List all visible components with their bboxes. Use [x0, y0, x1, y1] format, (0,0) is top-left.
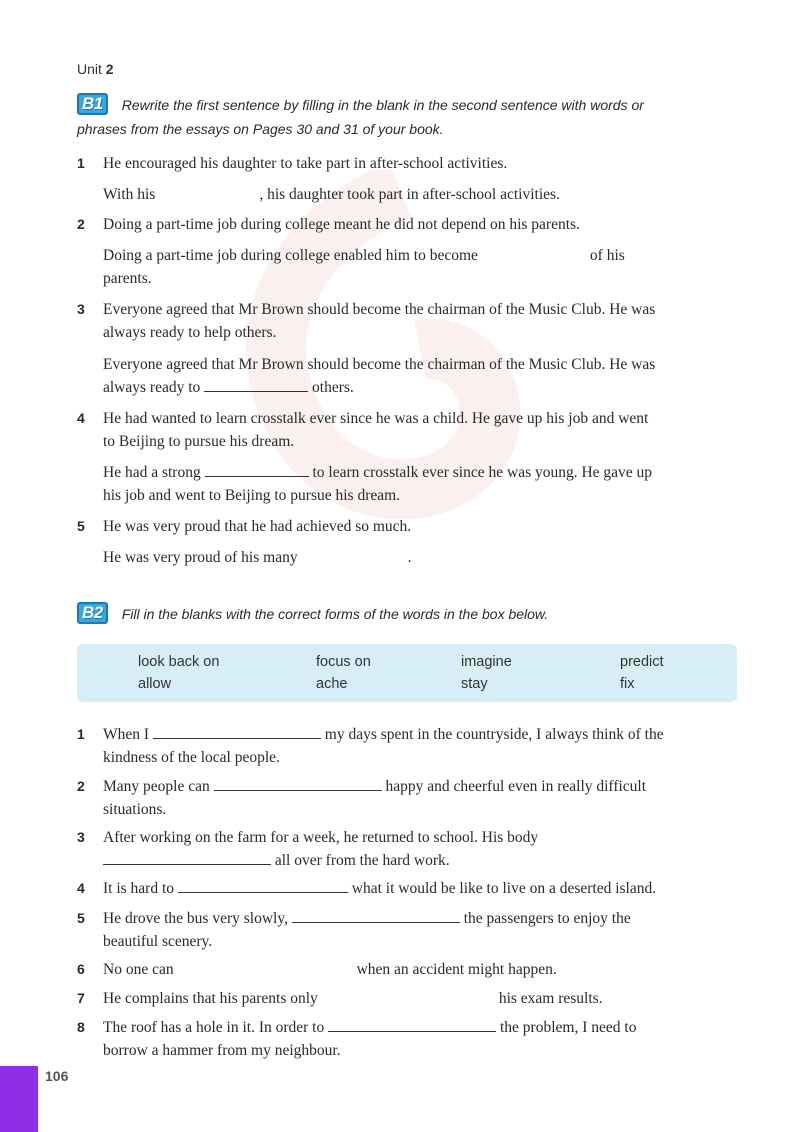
- answer-blank[interactable]: [153, 724, 321, 739]
- b2-item: After working on the farm for a week, he returned to school. His body: [103, 829, 539, 846]
- b1-item-rewrite: He had a strong to learn crosstalk ever since he was young. He gave up: [103, 464, 653, 481]
- b1-instruction: B1 Rewrite the first sentence by filling in the blank in the second sentence with words or phrases from the essays on Pages 30 and 31 of your book.: [77, 94, 644, 137]
- b1-item-number: 2: [77, 216, 85, 232]
- b2-item-number: 6: [77, 961, 85, 977]
- b1-item-number: 5: [77, 518, 85, 534]
- word-box-item: ache: [316, 676, 348, 692]
- word-box-item: allow: [138, 676, 172, 692]
- b1-item-original: Doing a part-time job during college meant he did not depend on his parents.: [103, 216, 580, 233]
- word-box-item: stay: [461, 676, 488, 692]
- b2-item-cont: situations.: [103, 801, 167, 818]
- b2-item-number: 1: [77, 726, 85, 742]
- word-box: [77, 644, 737, 702]
- answer-blank[interactable]: [205, 462, 309, 477]
- b2-item-number: 5: [77, 910, 85, 926]
- b1-item-number: 1: [77, 155, 85, 171]
- word-box-item: predict: [620, 654, 664, 670]
- page-tab: [0, 1066, 38, 1132]
- word-box-item: focus on: [316, 654, 371, 670]
- answer-blank[interactable]: [178, 878, 348, 893]
- b2-item: The roof has a hole in it. In order to the problem, I need to: [103, 1019, 637, 1036]
- b2-item-number: 7: [77, 990, 85, 1006]
- answer-blank[interactable]: [328, 1017, 496, 1032]
- b1-item-rewrite: Everyone agreed that Mr Brown should become the chairman of the Music Club. He was: [103, 356, 656, 373]
- b1-item-original: He was very proud that he had achieved so much.: [103, 518, 412, 535]
- b2-item-number: 8: [77, 1019, 85, 1035]
- b2-item-cont: all over from the hard work.: [103, 849, 450, 872]
- b2-item-cont: beautiful scenery.: [103, 933, 213, 950]
- b1-item-rewrite: With his , his daughter took part in after-school activities.: [103, 186, 560, 203]
- b1-item-number: 3: [77, 301, 85, 317]
- b2-item-number: 3: [77, 829, 85, 845]
- b2-item-cont: borrow a hammer from my neighbour.: [103, 1042, 341, 1059]
- b2-item-number: 2: [77, 778, 85, 794]
- b2-item: No one can when an accident might happen.: [103, 961, 557, 978]
- b2-instruction: B2 Fill in the blanks with the correct forms of the words in the box below.: [77, 602, 737, 626]
- b1-item-original-cont: to Beijing to pursue his dream.: [103, 433, 295, 450]
- b2-badge: B2: [77, 602, 108, 624]
- page-number: 106: [45, 1068, 69, 1084]
- b1-item-original-cont: always ready to help others.: [103, 324, 277, 341]
- word-box-item: imagine: [461, 654, 512, 670]
- b2-item: Many people can happy and cheerful even in really difficult: [103, 778, 647, 795]
- b1-item-rewrite-cont: his job and went to Beijing to pursue his dream.: [103, 487, 401, 504]
- b2-item-number: 4: [77, 880, 85, 896]
- answer-blank[interactable]: [204, 377, 308, 392]
- unit-label: Unit 2: [77, 61, 114, 77]
- word-box-item: look back on: [138, 654, 220, 670]
- b2-item-cont: kindness of the local people.: [103, 749, 280, 766]
- b1-item-original: He had wanted to learn crosstalk ever since he was a child. He gave up his job and went: [103, 410, 649, 427]
- b1-item-rewrite-cont: parents.: [103, 270, 152, 287]
- b2-item: When I my days spent in the countryside, I always think of the: [103, 726, 664, 743]
- b1-item-rewrite-cont: always ready to others.: [103, 379, 354, 396]
- b1-item-original: Everyone agreed that Mr Brown should become the chairman of the Music Club. He was: [103, 301, 656, 318]
- word-box-item: fix: [620, 676, 635, 692]
- b2-item: He drove the bus very slowly, the passengers to enjoy the: [103, 910, 631, 927]
- b1-item-number: 4: [77, 410, 85, 426]
- b2-item: It is hard to what it would be like to live on a deserted island.: [103, 880, 657, 897]
- b1-badge: B1: [77, 93, 108, 115]
- answer-blank[interactable]: [103, 850, 271, 865]
- answer-blank[interactable]: [292, 908, 460, 923]
- answer-blank[interactable]: [214, 776, 382, 791]
- b1-item-rewrite: He was very proud of his many .: [103, 549, 412, 566]
- b1-item-rewrite: Doing a part-time job during college enabled him to become of his: [103, 247, 625, 264]
- b2-item: He complains that his parents only his exam results.: [103, 990, 603, 1007]
- b1-item-original: He encouraged his daughter to take part in after-school activities.: [103, 155, 508, 172]
